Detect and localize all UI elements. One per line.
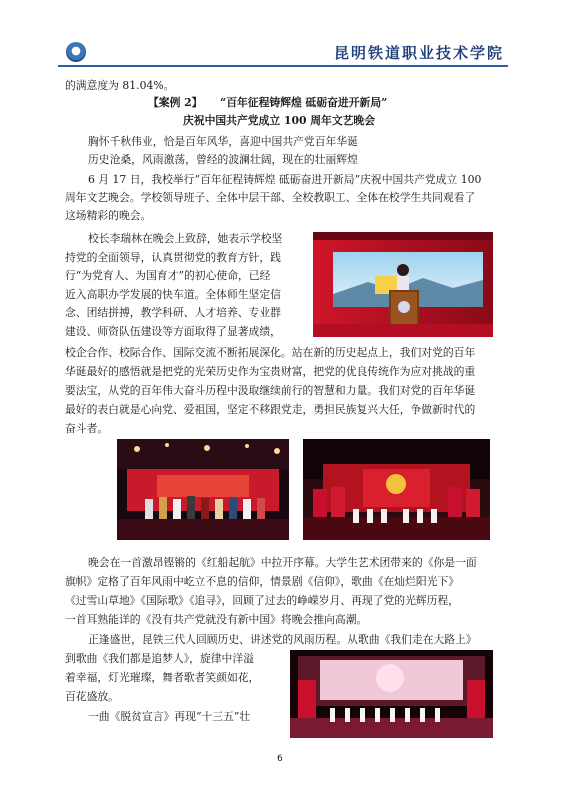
text-line: 周年文艺晚会。学校领导班子、全体中层干部、全校教职工、全体在校学生共同观看了 bbox=[65, 191, 476, 204]
group-photo bbox=[117, 439, 289, 540]
text-line: 一首耳熟能详的《没有共产党就没有新中国》将晚会推向高潮。 bbox=[65, 613, 368, 626]
text-line: 6 月 17 日，我校举行“百年征程铸辉煌 砥砺奋进开新局”庆祝中国共产党成立 100 bbox=[88, 173, 482, 186]
dance-photo bbox=[303, 439, 490, 540]
text-line: 旗帜》定格了百年风雨中屹立不息的信仰，情景剧《信仰》，歌曲《在灿烂阳光下》 bbox=[65, 575, 460, 588]
section-subtitle: 庆祝中国共产党成立 100 周年文艺晚会 bbox=[183, 114, 376, 127]
stage-performance-photo bbox=[290, 650, 493, 738]
page-header bbox=[58, 38, 508, 68]
text-line: 华诞最好的感悟就是把党的光荣历史作为宝贵财富，把党的优良传统作为应对挑战的重 bbox=[65, 365, 476, 378]
text-line: 正逢盛世，昆铁三代人回顾历史、讲述党的风雨历程。从歌曲《我们走在大路上》 bbox=[88, 633, 477, 646]
text-line: 建设、师资队伍建设等方面取得了显著成绩， bbox=[65, 325, 281, 338]
text-line: 胸怀千秋伟业，恰是百年风华，喜迎中国共产党百年华诞 bbox=[88, 135, 358, 148]
text-line: 一曲《脱贫宣言》再现“十三五”壮 bbox=[88, 710, 251, 723]
text-line: 《过雪山草地》《国际歌》《追寻》，回顾了过去的峥嵘岁月、再现了党的光辉历程， bbox=[65, 594, 460, 607]
text-line: 要法宝，从党的百年伟大奋斗历程中汲取继续前行的智慧和力量。我们对党的百年华诞 bbox=[65, 384, 476, 397]
text-line: 着幸福，灯光璀璨，舞者歌者笑颜如花， bbox=[65, 671, 260, 684]
text-line: 念、团结拼搏，教学科研、人才培养、专业群 bbox=[65, 306, 281, 319]
text-line: 晚会在一首激昂铿锵的《红船起航》中拉开序幕。大学生艺术团带来的《你是一面 bbox=[88, 556, 477, 569]
case-title: “百年征程铸辉煌 砥砺奋进开新局” bbox=[220, 96, 388, 109]
text-line: 的满意度为 81.04%。 bbox=[65, 79, 175, 92]
school-name: 昆明铁道职业技术学院 bbox=[333, 44, 504, 62]
text-line: 校企合作、校际合作、国际交流不断拓展深化。站在新的历史起点上，我们对党的百年 bbox=[65, 346, 476, 359]
school-logo-icon bbox=[66, 42, 86, 62]
text-line: 这场精彩的晚会。 bbox=[65, 209, 152, 222]
text-line: 持党的全面领导，认真贯彻党的教育方针，践 bbox=[65, 251, 281, 264]
text-line: 历史沧桑，风雨激荡，曾经的波澜壮阔，现在的壮丽辉煌 bbox=[88, 153, 358, 166]
text-line: 奋斗者。 bbox=[65, 422, 109, 435]
text-line: 校长李瑞林在晚会上致辞，她表示学校坚 bbox=[88, 232, 283, 245]
text-line: 最好的表白就是心向党、爱祖国，坚定不移跟党走，勇担民族复兴大任，争做新时代的 bbox=[65, 403, 476, 416]
page-number: 6 bbox=[277, 754, 283, 764]
header-rule bbox=[58, 65, 508, 67]
text-line: 行“为党育人、为国育才”的初心使命，已经 bbox=[65, 269, 271, 282]
text-line: 近入高职办学发展的快车道。全体师生坚定信 bbox=[65, 288, 281, 301]
text-line: 到歌曲《我们都是追梦人》，旋律中洋溢 bbox=[65, 652, 254, 665]
case-label: 【案例 2】 bbox=[148, 96, 203, 109]
speaker-photo bbox=[313, 232, 493, 337]
text-line: 百花盛放。 bbox=[65, 690, 119, 703]
